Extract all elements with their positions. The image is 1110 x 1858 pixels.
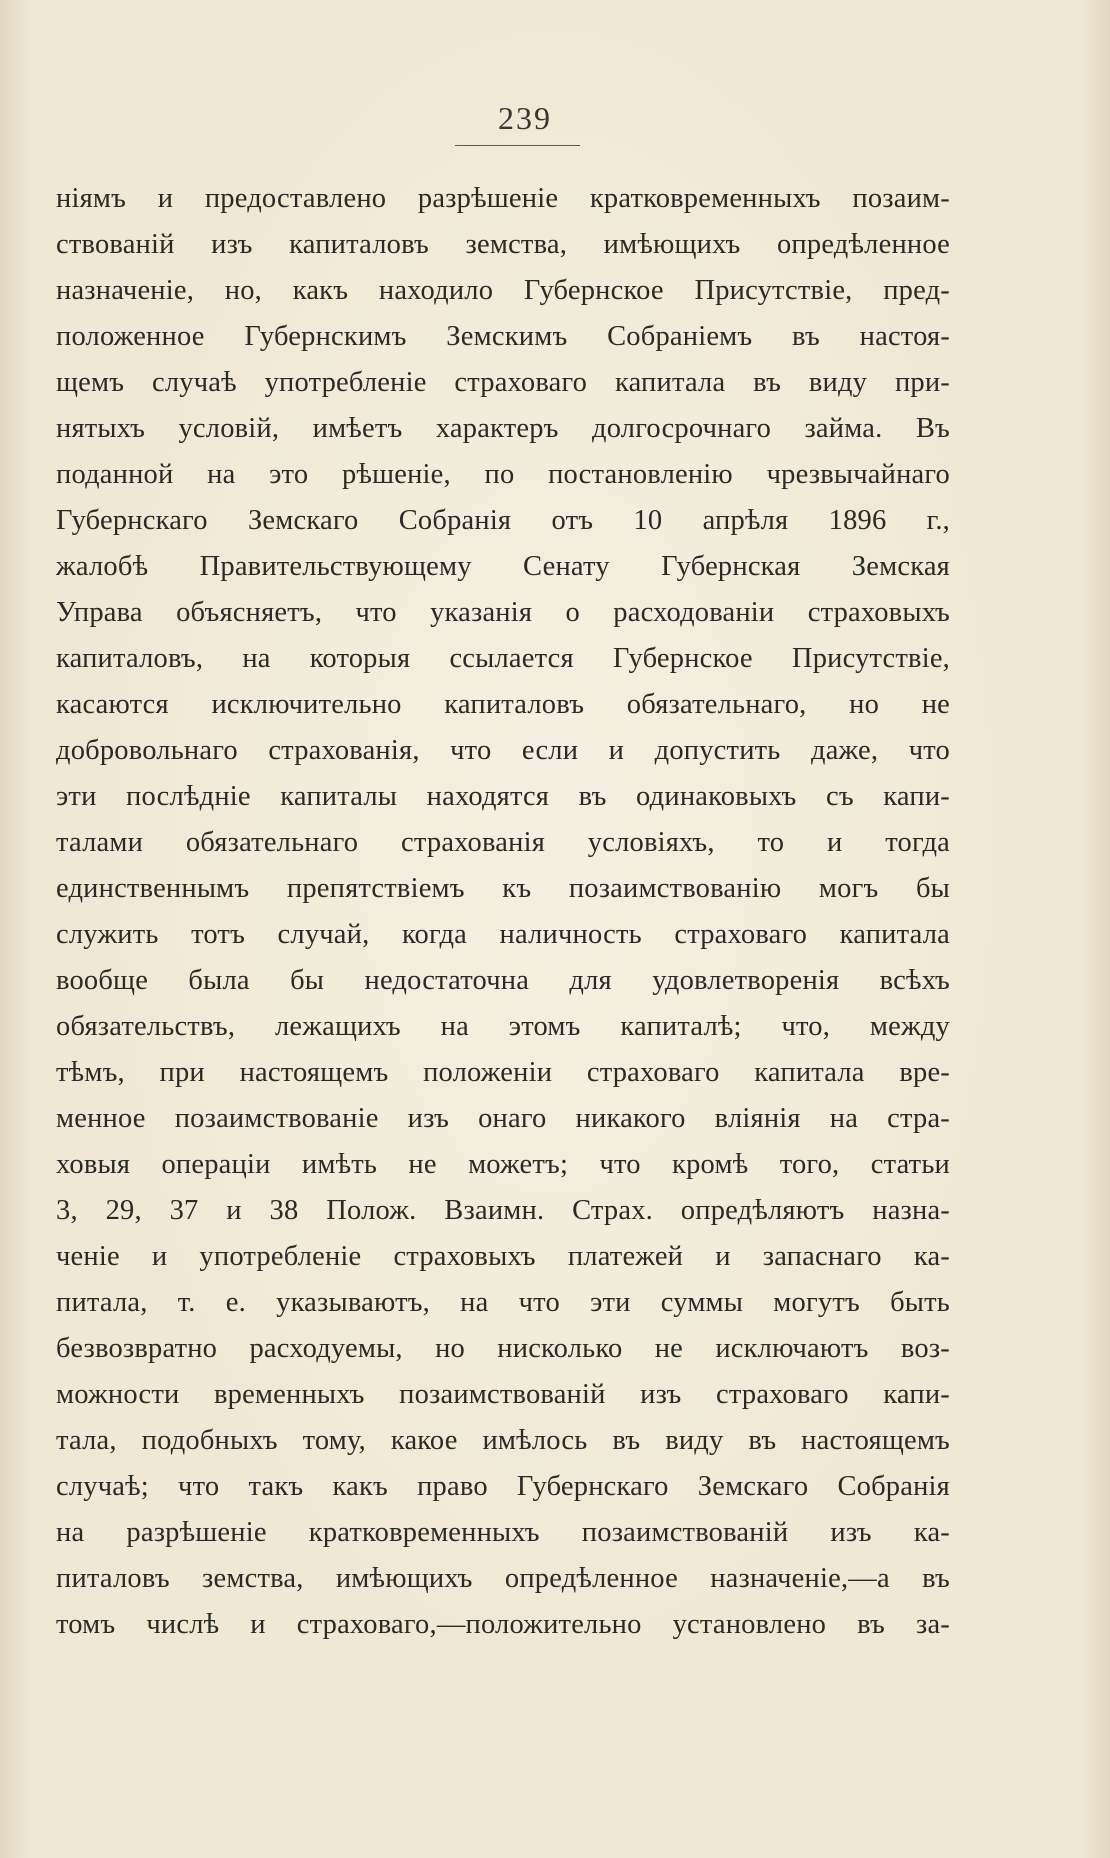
text-line: питала, т. е. указываютъ, на что эти суммы могутъ быть xyxy=(56,1287,950,1318)
text-line: ніямъ и предоставлено разрѣшеніе кратковременныхъ позаим- xyxy=(56,183,950,214)
text-line: 3, 29, 37 и 38 Полож. Взаимн. Страх. опредѣляютъ назна- xyxy=(56,1195,950,1226)
text-line: эти послѣдніе капиталы находятся въ одинаковыхъ съ капи- xyxy=(56,781,950,812)
text-line: капиталовъ, на которыя ссылается Губернское Присутствіе, xyxy=(56,643,950,674)
text-line: обязательствъ, лежащихъ на этомъ капиталѣ; что, между xyxy=(56,1011,950,1042)
text-line: тала, подобныхъ тому, какое имѣлось въ виду въ настоящемъ xyxy=(56,1425,950,1456)
text-line: служить тотъ случай, когда наличность страховаго капитала xyxy=(56,919,950,950)
text-line: поданной на это рѣшеніе, по постановленію чрезвычайнаго xyxy=(56,459,950,490)
text-line: ченіе и употребленіе страховыхъ платежей и запаснаго ка- xyxy=(56,1241,950,1272)
text-line: жалобѣ Правительствующему Сенату Губернская Земская xyxy=(56,551,950,582)
text-line: томъ числѣ и страховаго,—положительно установлено въ за- xyxy=(56,1609,950,1640)
text-line: можности временныхъ позаимствованій изъ страховаго капи- xyxy=(56,1379,950,1410)
text-line: касаются исключительно капиталовъ обязательнаго, но не xyxy=(56,689,950,720)
text-line: положенное Губернскимъ Земскимъ Собраніемъ въ настоя- xyxy=(56,321,950,352)
text-line: на разрѣшеніе кратковременныхъ позаимствованій изъ ка- xyxy=(56,1517,950,1548)
text-line: случаѣ; что такъ какъ право Губернскаго Земскаго Собранія xyxy=(56,1471,950,1502)
text-line: ствованій изъ капиталовъ земства, имѣющихъ опредѣленное xyxy=(56,229,950,260)
text-line: талами обязательнаго страхованія условіяхъ, то и тогда xyxy=(56,827,950,858)
page-number-rule xyxy=(455,145,580,146)
page-number: 239 xyxy=(498,100,552,136)
text-line: единственнымъ препятствіемъ къ позаимствованію могъ бы xyxy=(56,873,950,904)
text-line: Управа объясняетъ, что указанія о расходованіи страховыхъ xyxy=(56,597,950,628)
text-line: щемъ случаѣ употребленіе страховаго капитала въ виду при- xyxy=(56,367,950,398)
text-line: менное позаимствованіе изъ онаго никакого вліянія на стра- xyxy=(56,1103,950,1134)
text-line: вообще была бы недостаточна для удовлетворенія всѣхъ xyxy=(56,965,950,996)
text-line: Губернскаго Земскаго Собранія отъ 10 апрѣля 1896 г., xyxy=(56,505,950,536)
text-line: добровольнаго страхованія, что если и допустить даже, что xyxy=(56,735,950,766)
text-line: назначеніе, но, какъ находило Губернское Присутствіе, пред- xyxy=(56,275,950,306)
text-line: ховыя операціи имѣть не можетъ; что кромѣ того, статьи xyxy=(56,1149,950,1180)
text-line: безвозвратно расходуемы, но нисколько не исключаютъ воз- xyxy=(56,1333,950,1364)
text-line: нятыхъ условій, имѣетъ характеръ долгосрочнаго займа. Въ xyxy=(56,413,950,444)
text-line: тѣмъ, при настоящемъ положеніи страховаго капитала вре- xyxy=(56,1057,950,1088)
text-line: питаловъ земства, имѣющихъ опредѣленное назначеніе,—а въ xyxy=(56,1563,950,1594)
body-text xyxy=(56,176,950,1648)
